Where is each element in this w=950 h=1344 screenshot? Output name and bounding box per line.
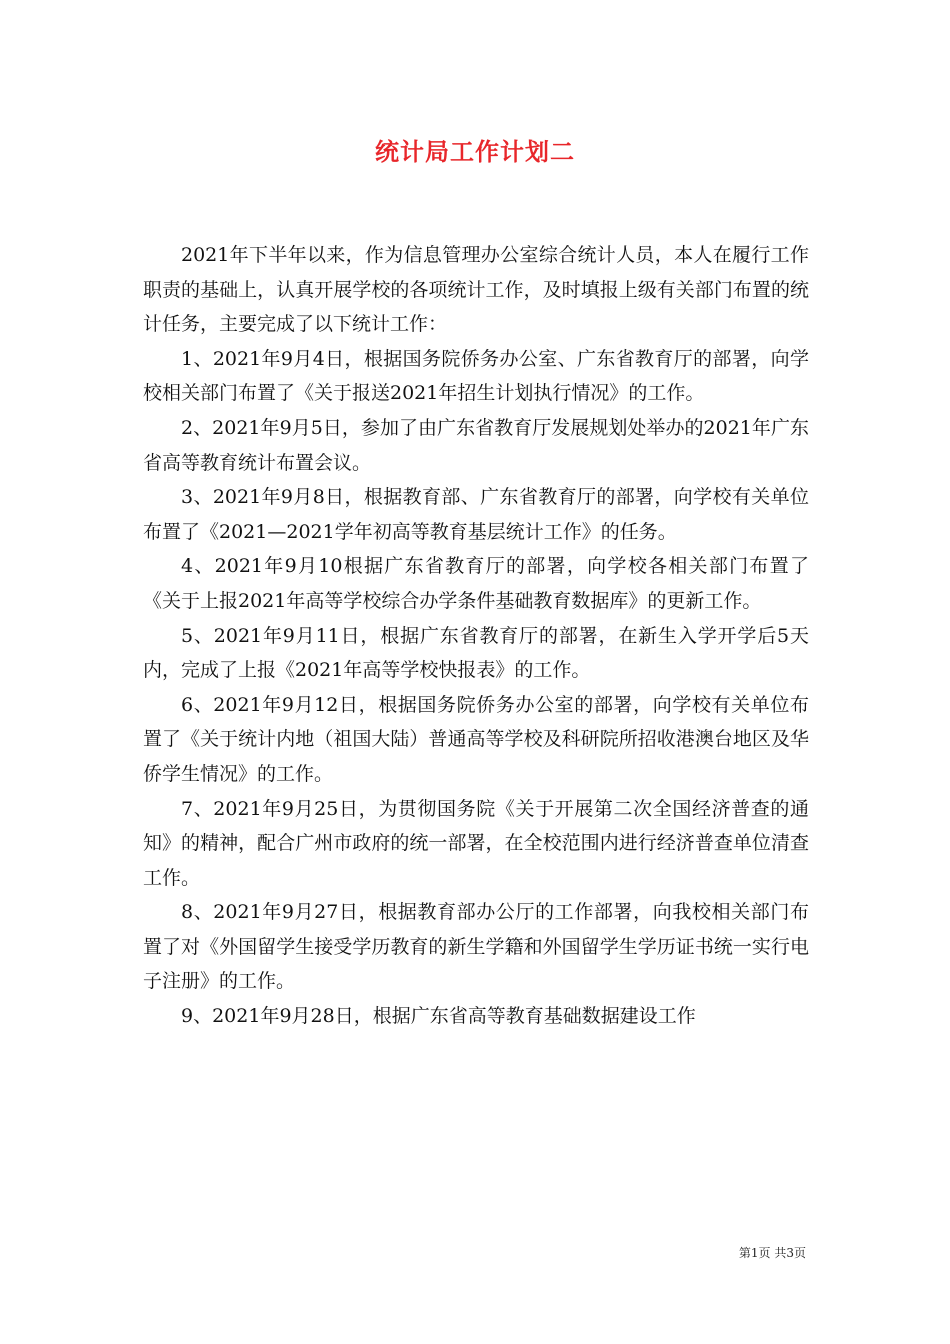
paragraph-item-2: 2、2021年9月5日，参加了由广东省教育厅发展规划处举办的2021年广东省高等教育统计布置会议。 bbox=[143, 416, 809, 474]
paragraph-item-1: 1、2021年9月4日，根据国务院侨务办公室、广东省教育厅的部署，向学校相关部门布置了《关于报送2021年招生计划执行情况》的工作。 bbox=[143, 347, 809, 405]
paragraph-item-8: 8、2021年9月27日，根据教育部办公厅的工作部署，向我校相关部门布置了对《外国留学生接受学历教育的新生学籍和外国留学生学历证书统一实行电子注册》的工作。 bbox=[143, 901, 809, 993]
paragraph-item-4: 4、2021年9月10根据广东省教育厅的部署，向学校各相关部门布置了《关于上报2021年高等学校综合办学条件基础教育数据库》的更新工作。 bbox=[143, 555, 809, 612]
document-body bbox=[143, 238, 809, 1034]
paragraph-item-5: 5、2021年9月11日，根据广东省教育厅的部署，在新生入学开学后5天内，完成了上报《2021年高等学校快报表》的工作。 bbox=[143, 624, 809, 682]
paragraph-item-3: 3、2021年9月8日，根据教育部、广东省教育厅的部署，向学校有关单位布置了《2021—2021学年初高等教育基层统计工作》的任务。 bbox=[143, 486, 809, 543]
paragraph-item-9: 9、2021年9月28日，根据广东省高等教育基础数据建设工作 bbox=[181, 1005, 696, 1028]
document-title: 统计局工作计划二 bbox=[375, 138, 575, 166]
page-number-footer: 第1页 共3页 bbox=[738, 1246, 806, 1260]
paragraph-intro: 2021年下半年以来，作为信息管理办公室综合统计人员，本人在履行工作职责的基础上，认真开展学校的各项统计工作，及时填报上级有关部门布置的统计任务，主要完成了以下统计工作： bbox=[143, 244, 809, 336]
paragraph-item-7: 7、2021年9月25日，为贯彻国务院《关于开展第二次全国经济普查的通知》的精神，配合广州市政府的统一部署，在全校范围内进行经济普查单位清查工作。 bbox=[143, 797, 809, 889]
paragraph-item-6: 6、2021年9月12日，根据国务院侨务办公室的部署，向学校有关单位布置了《关于统计内地（祖国大陆）普通高等学校及科研院所招收港澳台地区及华侨学生情况》的工作。 bbox=[143, 693, 809, 785]
